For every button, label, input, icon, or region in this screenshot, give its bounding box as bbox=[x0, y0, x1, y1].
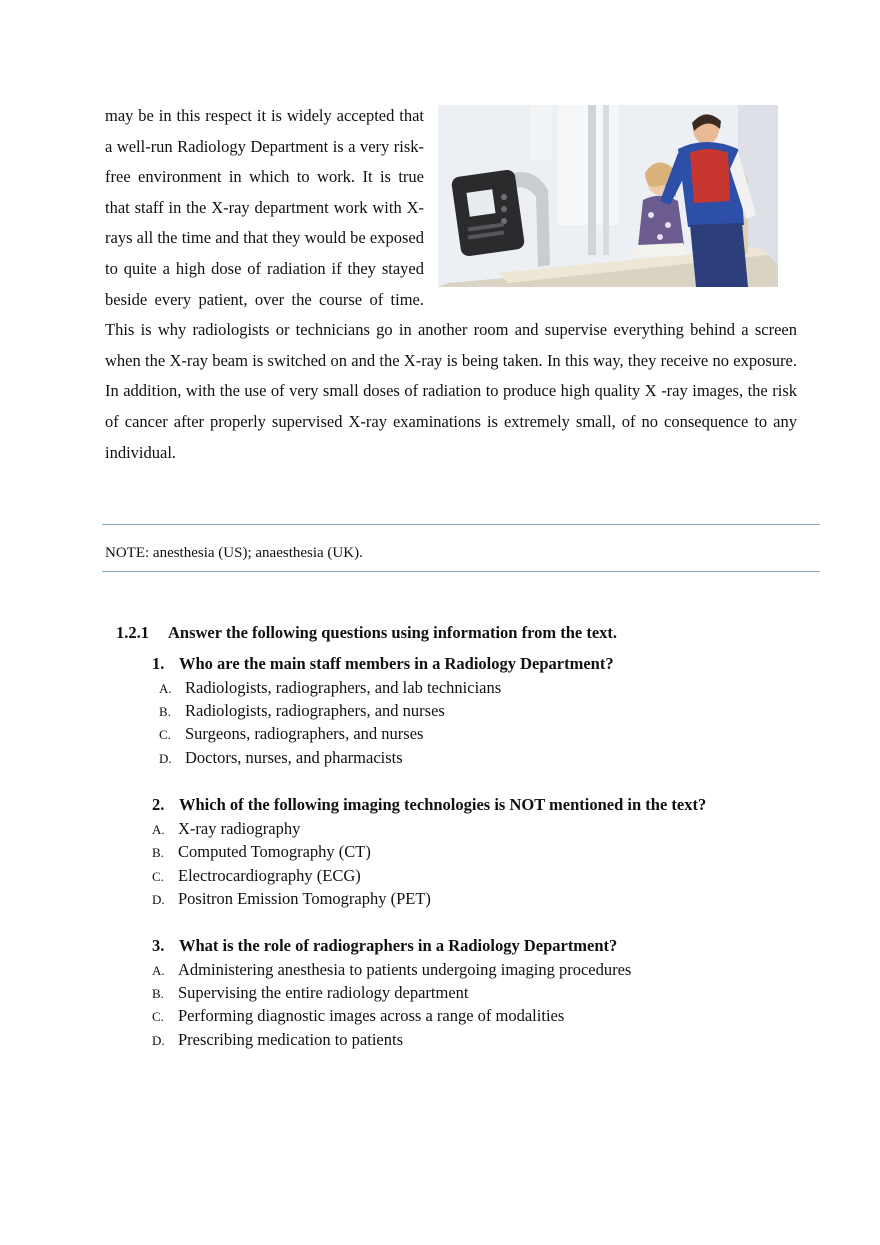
option-letter: B. bbox=[152, 986, 164, 1001]
option-text: Prescribing medication to patients bbox=[178, 1030, 403, 1049]
question-2-option-b bbox=[152, 842, 371, 862]
intro-paragraph: may be in this respect it is widely accepted that a well-run Radiology Department is a very risk-free environment in which to work. It is true that staff in the X-ray department work with X-rays all the time and that they would be exposed to quite a high dose of radiation if they stayed beside every patient, over the course of time. This is why radiologists or technicians go in another room and supervise everything behind a screen when the X-ray beam is switched on and the X-ray is being taken. In this way, they receive no exposure. In addition, with the use of very small doses of radiation to produce high quality X -ray images, the risk of cancer after properly supervised X-ray examinations is extremely small, of no consequence to any individual. bbox=[105, 106, 797, 462]
note-text: NOTE: anesthesia (US); anaesthesia (UK). bbox=[105, 545, 363, 561]
question-3-option-d bbox=[152, 1030, 403, 1050]
option-text: Positron Emission Tomography (PET) bbox=[178, 889, 431, 908]
option-text: Surgeons, radiographers, and nurses bbox=[185, 724, 424, 743]
option-letter: D. bbox=[159, 751, 172, 766]
intro-section bbox=[105, 101, 797, 468]
option-letter: B. bbox=[152, 845, 164, 860]
note-top-rule bbox=[102, 524, 820, 525]
option-text: Radiologists, radiographers, and nurses bbox=[185, 701, 445, 720]
option-text: Administering anesthesia to patients undergoing imaging procedures bbox=[178, 960, 632, 979]
option-letter: C. bbox=[152, 1009, 164, 1024]
question-2 bbox=[152, 795, 706, 815]
option-letter: A. bbox=[159, 681, 172, 696]
question-number: 2. bbox=[152, 795, 165, 814]
question-3-option-a bbox=[152, 960, 631, 980]
question-2-option-c bbox=[152, 866, 361, 886]
question-3 bbox=[152, 936, 617, 956]
question-1-option-c bbox=[159, 724, 423, 744]
question-1 bbox=[152, 654, 614, 674]
question-1-option-b bbox=[159, 701, 445, 721]
exercise-number: 1.2.1 bbox=[116, 623, 149, 642]
question-text: What is the role of radiographers in a Radiology Department? bbox=[179, 936, 618, 955]
xray-room-illustration bbox=[438, 105, 778, 287]
option-letter: D. bbox=[152, 1033, 165, 1048]
question-3-option-c bbox=[152, 1006, 564, 1026]
option-letter: C. bbox=[159, 727, 171, 742]
option-text: Performing diagnostic images across a range of modalities bbox=[178, 1006, 565, 1025]
option-letter: A. bbox=[152, 963, 165, 978]
question-1-option-d bbox=[159, 748, 403, 768]
option-text: Supervising the entire radiology department bbox=[178, 983, 469, 1002]
option-text: Doctors, nurses, and pharmacists bbox=[185, 748, 403, 767]
question-3-option-b bbox=[152, 983, 469, 1003]
option-text: Radiologists, radiographers, and lab technicians bbox=[185, 678, 502, 697]
option-text: Electrocardiography (ECG) bbox=[178, 866, 361, 885]
question-text: Who are the main staff members in a Radiology Department? bbox=[179, 654, 614, 673]
question-2-option-a bbox=[152, 819, 300, 839]
question-1-option-a bbox=[159, 678, 501, 698]
option-text: X-ray radiography bbox=[178, 819, 301, 838]
question-number: 1. bbox=[152, 654, 165, 673]
note-bottom-rule bbox=[102, 571, 820, 572]
exercise-heading bbox=[116, 623, 617, 643]
question-text: Which of the following imaging technologies is NOT mentioned in the text? bbox=[179, 795, 707, 814]
question-number: 3. bbox=[152, 936, 165, 955]
option-letter: C. bbox=[152, 869, 164, 884]
option-text: Computed Tomography (CT) bbox=[178, 842, 371, 861]
option-letter: D. bbox=[152, 892, 165, 907]
xray-room-photo bbox=[438, 105, 778, 287]
option-letter: A. bbox=[152, 822, 165, 837]
exercise-instruction: Answer the following questions using information from the text. bbox=[168, 623, 618, 642]
question-2-option-d bbox=[152, 889, 431, 909]
option-letter: B. bbox=[159, 704, 171, 719]
